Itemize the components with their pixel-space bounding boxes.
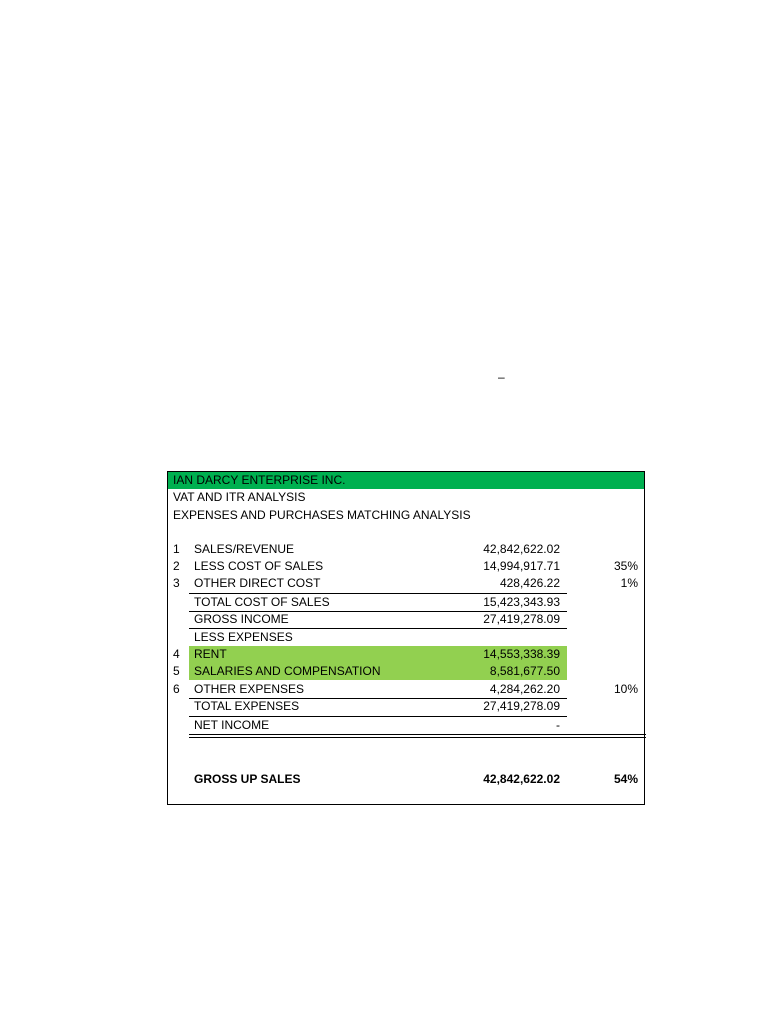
row-amount: 27,419,278.09	[483, 612, 560, 626]
company-name: IAN DARCY ENTERPRISE INC.	[173, 473, 346, 487]
row-amount: 8,581,677.50	[489, 664, 560, 678]
row-number: 3	[173, 576, 180, 590]
row-amount: -	[556, 718, 560, 732]
row-label: LESS COST OF SALES	[194, 559, 324, 573]
row-label: OTHER DIRECT COST	[194, 576, 321, 590]
row-label: SALES/REVENUE	[194, 542, 295, 556]
row-label: TOTAL COST OF SALES	[194, 595, 330, 609]
row-number: 4	[173, 647, 180, 661]
row-number: 1	[173, 542, 180, 556]
row-number: 5	[173, 664, 180, 678]
row-amount: 4,284,262.20	[489, 682, 560, 696]
report-subtitle-2: EXPENSES AND PURCHASES MATCHING ANALYSIS	[173, 508, 471, 522]
row-label: NET INCOME	[194, 718, 270, 732]
report-subtitle-1: VAT AND ITR ANALYSIS	[173, 490, 306, 504]
gross-up-amount: 42,842,622.02	[483, 772, 560, 786]
row-label: GROSS INCOME	[194, 612, 289, 626]
row-label: RENT	[194, 647, 227, 661]
row-amount: 27,419,278.09	[483, 699, 560, 713]
row-percent: 10%	[613, 682, 638, 696]
row-label: TOTAL EXPENSES	[194, 699, 300, 713]
row-amount: 15,423,343.93	[483, 595, 560, 609]
gross-up-percent: 54%	[613, 772, 638, 786]
row-amount: 14,553,338.39	[483, 647, 560, 661]
stray-dash-mark: –	[498, 370, 505, 384]
analysis-sheet	[167, 471, 645, 805]
row-number: 2	[173, 559, 180, 573]
row-amount: 14,994,917.71	[483, 559, 560, 573]
row-percent: 1%	[620, 576, 638, 590]
row-amount: 428,426.22	[499, 576, 560, 590]
row-number: 6	[173, 682, 180, 696]
double-underline	[189, 734, 646, 738]
gross-up-label: GROSS UP SALES	[194, 772, 301, 786]
row-label: OTHER EXPENSES	[194, 682, 305, 696]
row-label: SALARIES AND COMPENSATION	[194, 664, 381, 678]
row-amount: 42,842,622.02	[483, 542, 560, 556]
row-label: LESS EXPENSES	[194, 630, 293, 644]
row-percent: 35%	[613, 559, 638, 573]
